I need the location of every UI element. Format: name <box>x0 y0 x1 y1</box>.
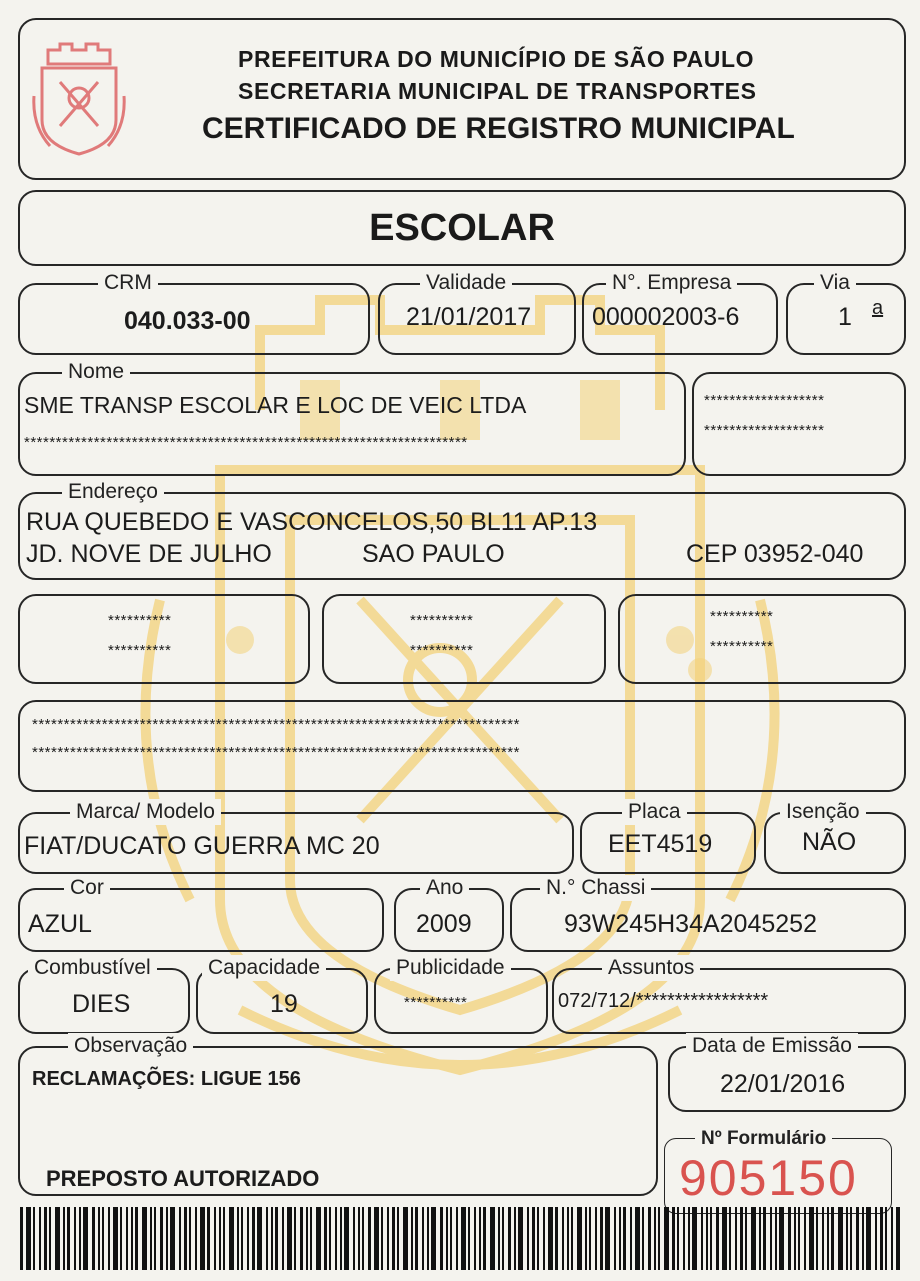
barcode-bar <box>154 1207 156 1270</box>
marca-value: FIAT/DUCATO GUERRA MC 20 <box>24 832 380 860</box>
barcode-bar <box>200 1207 205 1270</box>
barcode-bar <box>677 1207 679 1270</box>
barcode-bar <box>846 1207 848 1270</box>
masked-box-1 <box>18 594 310 684</box>
capacidade-field <box>196 956 368 1034</box>
barcode-bar <box>247 1207 249 1270</box>
barcode-bar <box>683 1207 685 1270</box>
barcode-bar <box>397 1207 399 1270</box>
validade-field <box>378 271 576 355</box>
barcode-bar <box>33 1207 35 1270</box>
barcode-bar <box>770 1207 772 1270</box>
formulario-field <box>664 1128 892 1214</box>
observacao-line-2: PREPOSTO AUTORIZADO <box>46 1166 320 1191</box>
barcode-bar <box>745 1207 747 1270</box>
barcode-bar <box>809 1207 814 1270</box>
barcode-bar <box>207 1207 210 1270</box>
category-panel <box>18 190 906 266</box>
barcode-bar <box>619 1207 621 1270</box>
ano-value: 2009 <box>416 910 472 938</box>
barcode-bar <box>508 1207 511 1270</box>
barcode-bar <box>266 1207 268 1270</box>
ano-field <box>394 876 504 952</box>
cor-field <box>18 876 384 952</box>
barcode-bar <box>150 1207 152 1270</box>
observacao-label: Observação <box>68 1033 193 1059</box>
barcode-bar <box>816 1207 818 1270</box>
barcode-bar <box>411 1207 413 1270</box>
barcode-bar <box>831 1207 834 1270</box>
barcode-bar <box>532 1207 535 1270</box>
barcode-bar <box>126 1207 128 1270</box>
barcode-bar <box>282 1207 284 1270</box>
city-seal-icon <box>30 36 128 160</box>
barcode-bar <box>55 1207 60 1270</box>
isencao-value: NÃO <box>802 828 857 856</box>
barcode-bar <box>74 1207 76 1270</box>
barcode-bar <box>688 1207 690 1270</box>
endereco-cidade: SAO PAULO <box>362 540 505 568</box>
barcode-bar <box>543 1207 545 1270</box>
barcode-bar <box>44 1207 47 1270</box>
barcode-bar <box>585 1207 587 1270</box>
validade-label: Validade <box>420 270 512 296</box>
barcode-bar <box>498 1207 500 1270</box>
barcode-bar <box>39 1207 41 1270</box>
endereco-label: Endereço <box>62 479 164 505</box>
emissao-field <box>668 1034 906 1112</box>
barcode-bar <box>83 1207 88 1270</box>
barcode-bar <box>98 1207 100 1270</box>
barcode-bar <box>287 1207 292 1270</box>
barcode-bar <box>335 1207 337 1270</box>
cor-value: AZUL <box>28 910 92 938</box>
marca-field <box>18 800 574 874</box>
barcode-bar <box>316 1207 321 1270</box>
header-panel <box>18 18 906 180</box>
masked-wide-line-2: ***************************************************************************** <box>32 744 520 761</box>
barcode-bar <box>362 1207 364 1270</box>
barcode-bar <box>804 1207 806 1270</box>
validade-value: 21/01/2017 <box>406 303 532 331</box>
barcode-bar <box>548 1207 553 1270</box>
endereco-field <box>18 480 906 580</box>
barcode-bar <box>788 1207 791 1270</box>
barcode-bar <box>555 1207 558 1270</box>
barcode-bar <box>518 1207 523 1270</box>
barcode-bar <box>310 1207 312 1270</box>
barcode-bar <box>79 1207 81 1270</box>
barcode-bar <box>431 1207 436 1270</box>
barcode-bar <box>751 1207 756 1270</box>
barcode-bar <box>219 1207 221 1270</box>
masked-box-1-line-1: ********** <box>108 612 172 629</box>
barcode-bar <box>427 1207 429 1270</box>
barcode-bar <box>184 1207 187 1270</box>
barcode-bar <box>635 1207 640 1270</box>
barcode-bar <box>822 1207 824 1270</box>
barcode-bar <box>271 1207 273 1270</box>
barcode-bar <box>113 1207 118 1270</box>
masked-wide-box <box>18 700 906 792</box>
barcode-bar <box>880 1207 883 1270</box>
barcode-bar <box>368 1207 371 1270</box>
endereco-cep: CEP 03952-040 <box>686 540 864 568</box>
barcode-bar <box>275 1207 278 1270</box>
barcode-bar <box>102 1207 104 1270</box>
barcode-bar <box>92 1207 95 1270</box>
barcode-bar <box>672 1207 675 1270</box>
barcode-bar <box>710 1207 712 1270</box>
barcode-bar <box>794 1207 796 1270</box>
masked-box-1-line-2: ********** <box>108 642 172 659</box>
nome-side-line-1: ******************* <box>704 392 825 409</box>
barcode-bar <box>856 1207 859 1270</box>
barcode-bar <box>20 1207 23 1270</box>
isencao-field <box>764 800 906 874</box>
barcode-bar <box>658 1207 660 1270</box>
barcode-bar <box>440 1207 443 1270</box>
observacao-field <box>18 1034 658 1196</box>
barcode-bar <box>340 1207 342 1270</box>
nome-field <box>18 360 686 476</box>
placa-value: EET4519 <box>608 830 713 858</box>
barcode-bar <box>170 1207 175 1270</box>
barcode-bar <box>252 1207 255 1270</box>
publicidade-label: Publicidade <box>390 955 511 981</box>
barcode-bar <box>763 1207 766 1270</box>
observacao-line-1: RECLAMAÇÕES: LIGUE 156 <box>32 1068 301 1090</box>
masked-box-2-line-2: ********** <box>410 642 474 659</box>
barcode-bar <box>306 1207 308 1270</box>
barcode-bar <box>600 1207 603 1270</box>
chassi-field <box>510 876 906 952</box>
barcode-bar <box>838 1207 843 1270</box>
barcode-bar <box>26 1207 31 1270</box>
capacidade-label: Capacidade <box>202 955 326 981</box>
barcode-bar <box>716 1207 719 1270</box>
publicidade-field <box>374 956 548 1034</box>
masked-box-3-line-1: ********** <box>710 608 774 625</box>
barcode-bar <box>775 1207 777 1270</box>
barcode-bar <box>850 1207 852 1270</box>
assuntos-field <box>552 956 906 1034</box>
crm-field <box>18 271 370 355</box>
barcode-bar <box>241 1207 243 1270</box>
masked-wide-line-1: ***************************************************************************** <box>32 716 520 733</box>
barcode-bar <box>514 1207 516 1270</box>
empresa-label: N°. Empresa <box>606 270 737 296</box>
nome-side-line-2: ******************* <box>704 422 825 439</box>
nome-side-field <box>692 372 906 476</box>
barcode-bar <box>885 1207 887 1270</box>
barcode-bar <box>179 1207 181 1270</box>
barcode-bar <box>623 1207 626 1270</box>
barcode-bar <box>577 1207 582 1270</box>
barcode-bar <box>189 1207 191 1270</box>
barcode-bar <box>614 1207 616 1270</box>
barcode-bar <box>49 1207 51 1270</box>
barcode-bar <box>740 1207 743 1270</box>
barcode-bar <box>456 1207 458 1270</box>
barcode-bar <box>692 1207 697 1270</box>
chassi-label: N.° Chassi <box>540 875 651 901</box>
document-title: CERTIFICADO DE REGISTRO MUNICIPAL <box>202 112 795 145</box>
barcode-bar <box>142 1207 147 1270</box>
barcode-bar <box>589 1207 591 1270</box>
header-secretariat: SECRETARIA MUNICIPAL DE TRANSPORTES <box>238 78 757 104</box>
barcode-bar <box>706 1207 708 1270</box>
header-municipality: PREFEITURA DO MUNICÍPIO DE SÃO PAULO <box>238 46 755 72</box>
endereco-bairro: JD. NOVE DE JULHO <box>26 540 272 568</box>
barcode-bar <box>403 1207 408 1270</box>
endereco-street: RUA QUEBEDO E VASCONCELOS,50 BL11 AP.13 <box>26 508 598 536</box>
barcode-bar <box>344 1207 349 1270</box>
barcode-bar <box>353 1207 355 1270</box>
barcode-bar <box>108 1207 110 1270</box>
barcode-bar <box>300 1207 303 1270</box>
via-ordinal: a <box>872 297 884 319</box>
barcode-bar <box>195 1207 197 1270</box>
barcode-bar <box>595 1207 597 1270</box>
barcode-bar <box>479 1207 481 1270</box>
barcode-bar <box>779 1207 784 1270</box>
category-title: ESCOLAR <box>369 207 555 249</box>
barcode-bar <box>527 1207 529 1270</box>
ano-label: Ano <box>420 875 469 901</box>
masked-box-3 <box>618 594 906 684</box>
barcode-bar <box>735 1207 737 1270</box>
barcode-bar <box>63 1207 65 1270</box>
empresa-field <box>582 271 778 355</box>
barcode-bar <box>237 1207 239 1270</box>
formulario-label: Nº Formulário <box>695 1126 832 1152</box>
barcode-bar <box>257 1207 262 1270</box>
barcode-bar <box>415 1207 418 1270</box>
barcode-bar <box>374 1207 379 1270</box>
barcode-bar <box>324 1207 327 1270</box>
barcode-bar <box>759 1207 761 1270</box>
isencao-label: Isenção <box>780 799 866 825</box>
barcode-bar <box>537 1207 539 1270</box>
barcode-bar <box>229 1207 234 1270</box>
barcode-bar <box>664 1207 669 1270</box>
combustivel-label: Combustível <box>28 955 157 981</box>
barcode-bar <box>387 1207 389 1270</box>
nome-masked-line: ********************************************************************** <box>24 434 468 451</box>
barcode-bar <box>120 1207 122 1270</box>
barcode-bar <box>502 1207 504 1270</box>
barcode-bar <box>490 1207 495 1270</box>
formulario-number: 905150 <box>679 1150 858 1206</box>
barcode-bar <box>160 1207 163 1270</box>
crm-label: CRM <box>98 270 158 296</box>
barcode-bar <box>722 1207 727 1270</box>
barcode-bar <box>891 1207 893 1270</box>
emissao-value: 22/01/2016 <box>720 1070 846 1098</box>
marca-label: Marca/ Modelo <box>70 799 221 825</box>
emissao-label: Data de Emissão <box>686 1033 858 1059</box>
combustivel-value: DIES <box>72 990 131 1018</box>
barcode-bar <box>798 1207 800 1270</box>
barcode-bar <box>450 1207 452 1270</box>
barcode-bar <box>422 1207 424 1270</box>
barcode-bar <box>468 1207 470 1270</box>
barcode-bar <box>446 1207 448 1270</box>
barcode-bar <box>131 1207 133 1270</box>
assuntos-label: Assuntos <box>602 955 700 981</box>
barcode-bar <box>630 1207 632 1270</box>
capacidade-value: 19 <box>270 990 298 1018</box>
barcode-bar <box>862 1207 864 1270</box>
via-value: 1 <box>838 303 852 331</box>
masked-box-3-line-2: ********** <box>710 638 774 655</box>
via-field <box>786 271 906 355</box>
placa-field <box>580 800 756 874</box>
nome-value: SME TRANSP ESCOLAR E LOC DE VEIC LTDA <box>24 392 527 418</box>
masked-box-2-line-1: ********** <box>410 612 474 629</box>
barcode-bar <box>567 1207 569 1270</box>
masked-box-2 <box>322 594 606 684</box>
combustivel-field <box>18 956 190 1034</box>
barcode-bar <box>654 1207 656 1270</box>
barcode-bar <box>642 1207 644 1270</box>
barcode-bar <box>562 1207 564 1270</box>
barcode-bar <box>648 1207 651 1270</box>
publicidade-value: ********** <box>404 994 468 1011</box>
barcode-bar <box>866 1207 871 1270</box>
barcode-bar <box>358 1207 360 1270</box>
cor-label: Cor <box>64 875 110 901</box>
placa-label: Placa <box>622 799 687 825</box>
nome-label: Nome <box>62 359 130 385</box>
barcode-bar <box>223 1207 225 1270</box>
barcode-bar <box>381 1207 383 1270</box>
barcode-bar <box>474 1207 476 1270</box>
barcode-bar <box>329 1207 331 1270</box>
crm-value: 040.033-00 <box>124 307 251 335</box>
barcode-bar <box>166 1207 168 1270</box>
barcode-bar <box>729 1207 731 1270</box>
barcode-bar <box>896 1207 900 1270</box>
via-label: Via <box>814 270 856 296</box>
barcode-bar <box>701 1207 703 1270</box>
barcode-bar <box>875 1207 877 1270</box>
barcode-bar <box>483 1207 486 1270</box>
barcode-bar <box>571 1207 573 1270</box>
barcode-bar <box>294 1207 296 1270</box>
barcode-bar <box>67 1207 70 1270</box>
barcode-bar <box>461 1207 466 1270</box>
barcode-bar <box>214 1207 216 1270</box>
barcode <box>20 1207 900 1270</box>
barcode-bar <box>605 1207 610 1270</box>
barcode-bar <box>392 1207 395 1270</box>
empresa-value: 000002003-6 <box>592 303 740 331</box>
barcode-bar <box>135 1207 138 1270</box>
barcode-bar <box>827 1207 829 1270</box>
assuntos-value: 072/712/***************** <box>558 990 769 1012</box>
chassi-value: 93W245H34A2045252 <box>564 910 817 938</box>
